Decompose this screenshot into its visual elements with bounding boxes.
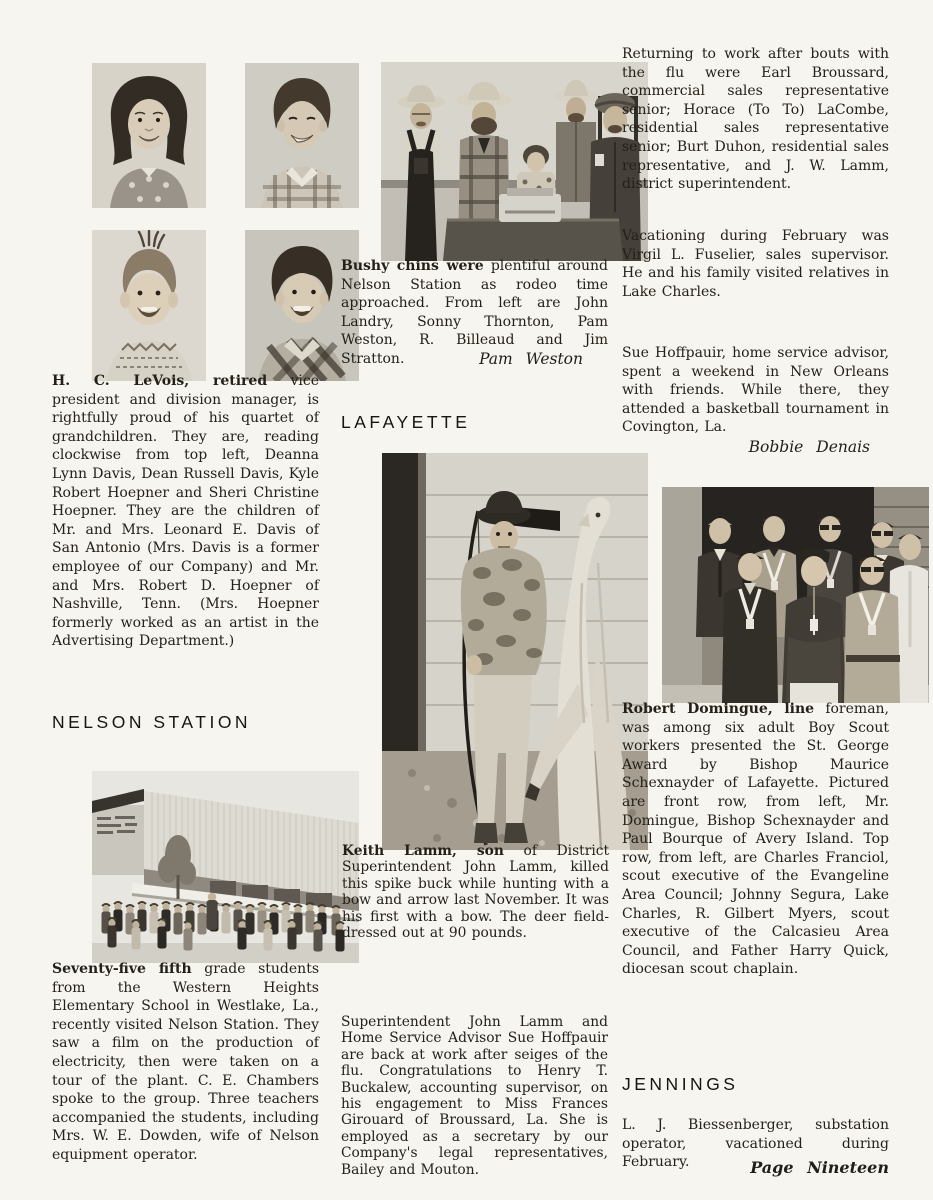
caption-rodeo-text: plentiful around Nelson Station as rodeo time approached. From left are John Landry, Sonny Thornton, Pam Weston, R. Billeaud and Jim Stratton. (341, 258, 608, 367)
photo-scout-award-group (662, 487, 929, 703)
photo-rodeo-group (381, 62, 648, 261)
front-row-figures (722, 548, 900, 703)
section-heading-nelson-station: NELSON STATION (52, 712, 252, 732)
caption-grandchildren-lead: H. C. LeVois, retired (52, 373, 268, 389)
rodeo-group-illustration (381, 62, 648, 261)
photo-keith-lamm-deer (382, 453, 648, 850)
section-heading-jennings: JENNINGS (622, 1074, 739, 1094)
photo-grandchild-toddler (92, 230, 206, 381)
caption-rodeo-lead: Bushy chins were (341, 258, 484, 274)
caption-students (52, 960, 319, 1165)
paragraph-hoffpauir: Sue Hoffpauir, home service advisor, spent a weekend in New Orleans with friends. While there, they attended a basketball tournament in Covington, La. (622, 345, 889, 436)
photo-grandchild-girl (92, 63, 206, 208)
caption-scout-award (622, 700, 889, 979)
desk (443, 220, 623, 261)
caption-grandchildren-text: vice president and division manager, is rightfully proud of his quartet of grandchildren. They are, reading clockwise from top left, Deanna Lynn Davis, Dean Russell Davis, Kyle Robert Hoepner and Sheri Christine Hoepner. They are the children of Mr. and Mrs. Leonard E. Davis of San Antonio (Mrs. Davis is a former employee of our Company) and Mr. and Mrs. Robert D. Hoepner of Nashville, Tenn. (Mrs. Hoepner formerly worked as an artist in the Advertising Department.) (52, 373, 319, 650)
scout-award-group-illustration (662, 487, 929, 703)
caption-students-lead: Seventy-five fifth (52, 961, 192, 977)
paragraph-lafayette-news: Superintendent John Lamm and Home Service Advisor Sue Hoffpauir are back at work after seiges of the flu. Congratulations to Henry T. Buckalew, accounting supervisor, on his engagement to Miss Frances Girouard of Broussard, La. She is employed as a secretary by our Company's legal representatives, Bailey and Mouton. (341, 1014, 608, 1178)
paragraph-vacation: Vacationing during February was Virgil L. Fuselier, sales supervisor. He and his family visited relatives in Lake Charles. (622, 228, 889, 300)
byline-pam-weston: Pam Weston (479, 350, 583, 368)
caption-grandchildren (52, 372, 319, 651)
caption-keith-lamm (342, 843, 609, 941)
photo-grandchild-boy1 (245, 63, 359, 208)
toddler-portrait-illustration (92, 230, 206, 381)
caption-keith-lead: Keith Lamm, son (342, 843, 504, 859)
caption-scout-lead: Robert Domingue, line (622, 701, 815, 717)
boy-portrait-illustration (245, 63, 359, 208)
caption-students-text: grade students from the Western Heights Elementary School in Westlake, La., recently visited Nelson Station. They saw a film on the production of electricity, then were taken on a tour of the plant. C. E. Chambers spoke to the group. Three teachers accompanied the students, including Mrs. W. E. Dowden, wife of Nelson equipment operator. (52, 961, 320, 1163)
hunter-and-deer-illustration (382, 453, 648, 850)
girl-portrait-illustration (92, 63, 206, 208)
byline-bobbie-denais: Bobbie Denais (748, 438, 870, 456)
nelson-station-building-illustration (92, 771, 359, 963)
typewriter (499, 188, 561, 222)
photo-nelson-station-visit (92, 771, 359, 963)
paragraph-jennings: L. J. Biessenberger, substation operator, vacationed during February. (622, 1117, 889, 1171)
paragraph-flu-returns: Returning to work after bouts with the flu were Earl Broussard, commercial sales representative senior; Horace (To To) LaCombe, residential sales representative senior; Burt Duhon, residential sales representative, and J. W. Lamm, district superintendent. (622, 46, 889, 193)
page-number: Page Nineteen (750, 1158, 889, 1177)
caption-keith-text: of District Superintendent John Lamm, killed this spike buck while hunting with a bow and arrow last November. It was his first with a bow. The deer field-dressed out at 90 pounds. (342, 843, 609, 942)
caption-scout-text: foreman, was among six adult Boy Scout workers presented the St. George Award by Bishop Maurice Schexnayder of Lafayette. Pictured are front row, from left, Mr. Domingue, Bishop Schexnayder and Paul Bourque of Avery Island. Top row, from left, are Charles Franciol, scout executive of the Evangeline Area Council; Johnny Segura, Lake Charles, R. Gilbert Myers, scout executive of the Calcasieu Area Council, and Father Harry Quick, diocesan scout chaplain. (622, 701, 890, 978)
section-heading-lafayette: LAFAYETTE (341, 412, 471, 432)
